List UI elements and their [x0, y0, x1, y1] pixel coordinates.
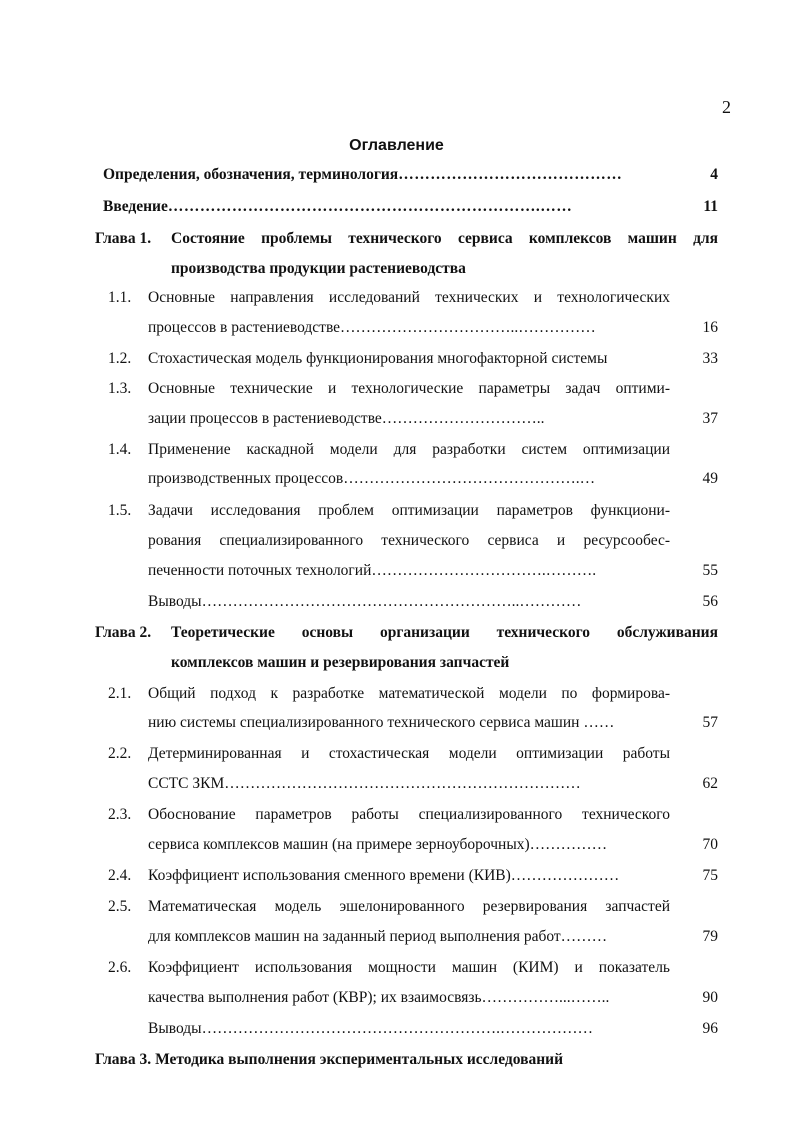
- chapter-1-heading-cont: производства продукции растениеводства: [171, 260, 466, 277]
- section-2-2-cont[interactable]: [148, 774, 718, 794]
- chapter-label: Глава 1.: [95, 230, 152, 247]
- section-number: 2.6.: [108, 959, 132, 976]
- section-1-3[interactable]: [108, 379, 718, 399]
- toc-entry-introduction[interactable]: [103, 197, 718, 217]
- chapter-2-heading-cont: комплексов машин и резервирования запчастей: [171, 654, 510, 671]
- section-1-4[interactable]: [108, 440, 718, 460]
- section-title-line3: печенности поточных технологий…………………………….……….: [148, 562, 597, 579]
- section-number: 2.2.: [108, 745, 132, 762]
- section-number: 2.5.: [108, 898, 132, 915]
- section-2-3[interactable]: [108, 805, 718, 825]
- section-2-3-cont[interactable]: [148, 835, 718, 855]
- section-title-line1: Общий подход к разработке математической модели по формирова-: [148, 685, 670, 702]
- section-number: 1.1.: [108, 289, 132, 306]
- section-title-line1: Основные технические и технологические параметры задач оптими-: [148, 380, 670, 397]
- entry-leader: …………………………………………………………….……: [167, 198, 573, 215]
- section-page: 55: [702, 562, 718, 579]
- entry-title: Введение: [103, 198, 168, 215]
- section-2-6[interactable]: [108, 958, 718, 978]
- section-2-5[interactable]: [108, 897, 718, 917]
- section-title-line2: сервиса комплексов машин (на примере зерноуборочных)……………: [148, 836, 608, 853]
- section-title-line1: Коэффициент использования мощности машин (КИМ) и показатель: [148, 959, 670, 976]
- section-title-line1: Выводы………………………………………………….………………: [148, 1020, 593, 1037]
- section-number: 1.4.: [108, 441, 132, 458]
- section-2-6-cont[interactable]: [148, 988, 718, 1008]
- section-2-conclusions[interactable]: [148, 1019, 718, 1039]
- section-1-1[interactable]: [108, 288, 718, 308]
- section-number: 2.3.: [108, 806, 132, 823]
- section-1-5-cont1: [148, 531, 670, 551]
- section-2-1[interactable]: [108, 684, 718, 704]
- chapter-title-line1: Состояние проблемы технического сервиса комплексов машин для: [171, 230, 718, 247]
- section-title-line1: Обоснование параметров работы специализированного технического: [148, 806, 670, 823]
- section-page: 33: [702, 350, 718, 367]
- chapter-3-heading[interactable]: [95, 1050, 718, 1070]
- section-title-line1: Основные направления исследований технических и технологических: [148, 289, 670, 306]
- section-number: 1.5.: [108, 502, 132, 519]
- section-page: 75: [702, 867, 718, 884]
- section-number: 2.4.: [108, 867, 132, 884]
- section-1-3-cont[interactable]: [148, 409, 718, 429]
- entry-title: Определения, обозначения, терминология: [103, 166, 399, 183]
- section-1-5-cont2[interactable]: [148, 561, 718, 581]
- toc-heading: Оглавление: [349, 137, 444, 154]
- section-title-line2: зации процессов в растениеводстве…………………………..: [148, 410, 545, 427]
- entry-page: 11: [703, 198, 718, 215]
- section-page: 96: [702, 1020, 718, 1037]
- section-title-line2: процессов в растениеводстве……………………………..……………: [148, 319, 596, 336]
- section-title-line1: Математическая модель эшелонированного резервирования запчастей: [148, 898, 670, 915]
- entry-page: 4: [710, 166, 718, 183]
- section-1-4-cont[interactable]: [148, 469, 718, 489]
- section-number: 2.1.: [108, 685, 132, 702]
- section-title-line1: Выводы……………………………………………………..…………: [148, 593, 582, 610]
- section-title-line2: производственных процессов……………………………………….…: [148, 470, 596, 487]
- toc-entry-definitions[interactable]: [103, 165, 718, 185]
- section-title-line2: для комплексов машин на заданный период выполнения работ………: [148, 928, 608, 945]
- section-page: 62: [702, 775, 718, 792]
- section-title-line1: Задачи исследования проблем оптимизации параметров функциони-: [148, 502, 670, 519]
- section-number: 1.2.: [108, 350, 132, 367]
- section-page: 57: [702, 714, 718, 731]
- section-1-1-cont[interactable]: [148, 318, 718, 338]
- section-page: 37: [702, 410, 718, 427]
- section-title-line1: Стохастическая модель функционирования многофакторной системы: [148, 350, 608, 367]
- section-title-line2: рования специализированного технического сервиса и ресурсообес-: [148, 532, 670, 549]
- section-1-5[interactable]: [108, 501, 718, 521]
- chapter-label: Глава 2.: [95, 624, 152, 641]
- section-page: 16: [702, 319, 718, 336]
- section-title-line2: качества выполнения работ (КВР); их взаимосвязь……………...……..: [148, 989, 610, 1006]
- chapter-label: Глава 3.: [95, 1051, 152, 1068]
- entry-leader: ……………………………………: [398, 166, 623, 183]
- section-page: 90: [702, 989, 718, 1006]
- section-title-line1: Детерминированная и стохастическая модели оптимизации работы: [148, 745, 670, 762]
- chapter-title-line1: Методика выполнения экспериментальных исследований: [155, 1051, 564, 1068]
- section-2-1-cont[interactable]: [148, 713, 718, 733]
- section-title-line2: нию системы специализированного технического сервиса машин ……: [148, 714, 615, 731]
- section-page: 70: [702, 836, 718, 853]
- chapter-1-heading[interactable]: [95, 229, 718, 249]
- section-2-5-cont[interactable]: [148, 927, 718, 947]
- section-title-line2: ССТС ЗКМ……………………………………………………………: [148, 775, 581, 792]
- section-number: 1.3.: [108, 380, 132, 397]
- chapter-title-line1: Теоретические основы организации технического обслуживания: [171, 624, 718, 641]
- section-page: 49: [702, 470, 718, 487]
- chapter-2-heading[interactable]: [95, 623, 718, 643]
- section-title-line1: Применение каскадной модели для разработки систем оптимизации: [148, 441, 670, 458]
- section-page: 79: [702, 928, 718, 945]
- section-1-conclusions[interactable]: [148, 592, 718, 612]
- section-2-2[interactable]: [108, 744, 718, 764]
- section-page: 56: [702, 593, 718, 610]
- page-number: 2: [722, 97, 731, 117]
- section-title-line1: Коэффициент использования сменного времени (КИВ)…………………: [148, 867, 620, 884]
